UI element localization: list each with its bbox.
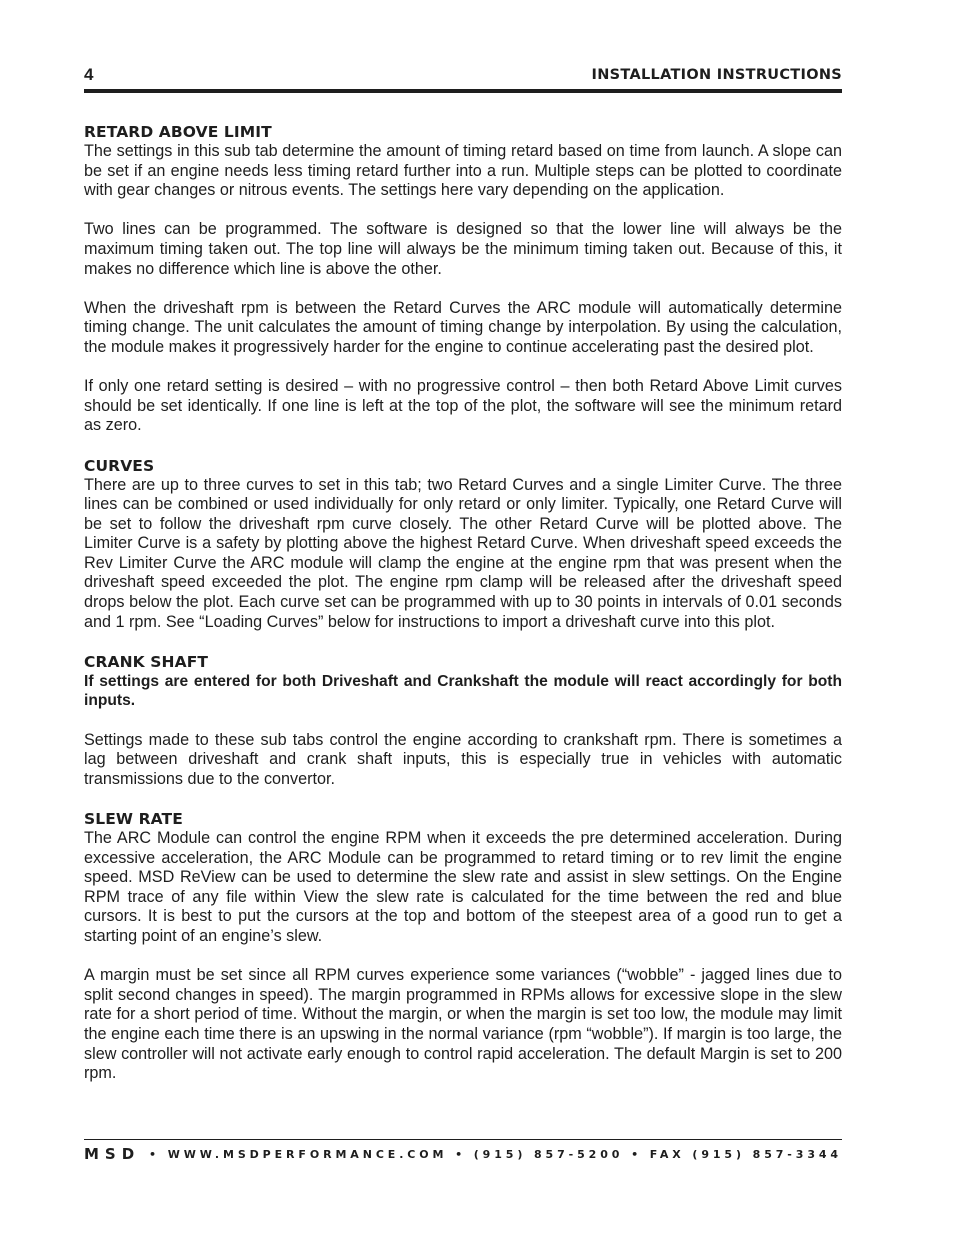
section-crank-shaft — [84, 652, 842, 790]
section-curves — [84, 456, 842, 633]
paragraph: Two lines can be programmed. The software is designed so that the lower line will always be the maximum timing taken out. The top line will always be the minimum timing taken out. Because of this, it makes no difference which line is above the other. — [84, 220, 842, 278]
section-slew-rate — [84, 809, 842, 1084]
section-retard-above-limit — [84, 122, 842, 436]
section-heading: CURVES — [84, 456, 155, 475]
paragraph: Settings made to these sub tabs control the engine according to crankshaft rpm. There is sometimes a lag between driveshaft and crank shaft inputs, this is especially true in vehicles with automatic transmissions due to the convertor. — [84, 730, 842, 788]
paragraph: The ARC Module can control the engine RPM when it exceeds the pre determined acceleration. During excessive acceleration, the ARC Module can be programmed to retard timing or to rev limit the engine speed. MSD ReView can be used to determine the slew rate and assist in slew settings. On the Engine RPM trace of any file within View the slew rate is calculated for the time between the red and blue cursors. It is best to put the cursors at the top and bottom of the steepest area of a good run to get a starting point of an engine’s slew. — [84, 829, 842, 945]
paragraph: A margin must be set since all RPM curves experience some variances (“wobble” - jagged lines due to split second changes in speed). The margin programmed in RPMs allows for excessive slope in the slew rate for a short period of time. Without the margin, or when the margin is set too low, the module may limit the engine each time there is an upswing in the normal variance (rpm “wobble”). If margin is too large, the slew controller will not activate early enough to control rapid acceleration. The default Margin is set to 200 rpm. — [84, 966, 842, 1083]
paragraph: When the driveshaft rpm is between the Retard Curves the ARC module will automatically determine timing change. The unit calculates the amount of timing change by interpolation. By using the calculation, the module makes it progressively harder for the engine to continue accelerating past the desired plot. — [84, 298, 842, 356]
paragraph: The settings in this sub tab determine the amount of timing retard based on time from launch. A slope can be set if an engine needs less timing retard further into a run. Multiple steps can be plotted to coordinate with gear changes or nitrous events. The settings here vary depending on the application. — [84, 142, 842, 200]
paragraph: There are up to three curves to set in this tab; two Retard Curves and a single Limiter Curve. The three lines can be combined or used individually for only retard or only limiter. Typically, one Retard Curve will be set to follow the driveshaft rpm curve closely. The other Retard Curve will be plotted above. The Limiter Curve is a safety by plotting above the highest Retard Curve. When driveshaft speed exceeds the Rev Limiter Curve the ARC module will clamp the engine at the engine rpm that was present when the driveshaft speed exceeded the plot. The engine rpm clamp will be released after the driveshaft speed drops below the plot. Each curve set can be programmed with up to 30 points in intervals of 0.01 seconds and 1 rpm. See “Loading Curves” below for instructions to import a driveshaft curve into this plot. — [84, 475, 842, 631]
contact-info: • WWW.MSDPERFORMANCE.COM • (915) 857-5200 • FAX (915) 857-3344 — [149, 1148, 842, 1161]
page-content — [84, 122, 842, 1084]
page-header — [84, 64, 842, 93]
bold-note: If settings are entered for both Driveshaft and Crankshaft the module will react accordingly for both inputs. — [84, 672, 842, 710]
page-footer — [84, 1139, 842, 1168]
page-number: 4 — [84, 65, 94, 84]
section-heading: RETARD ABOVE LIMIT — [84, 123, 272, 141]
brand-name: MSD — [84, 1145, 141, 1163]
document-title: INSTALLATION INSTRUCTIONS — [591, 67, 842, 83]
section-heading: CRANK SHAFT — [84, 652, 209, 671]
section-heading: SLEW RATE — [84, 810, 183, 828]
paragraph: If only one retard setting is desired – with no progressive control – then both Retard Above Limit curves should be set identically. If one line is left at the top of the plot, the software will see the minimum retard as zero. — [84, 377, 842, 435]
